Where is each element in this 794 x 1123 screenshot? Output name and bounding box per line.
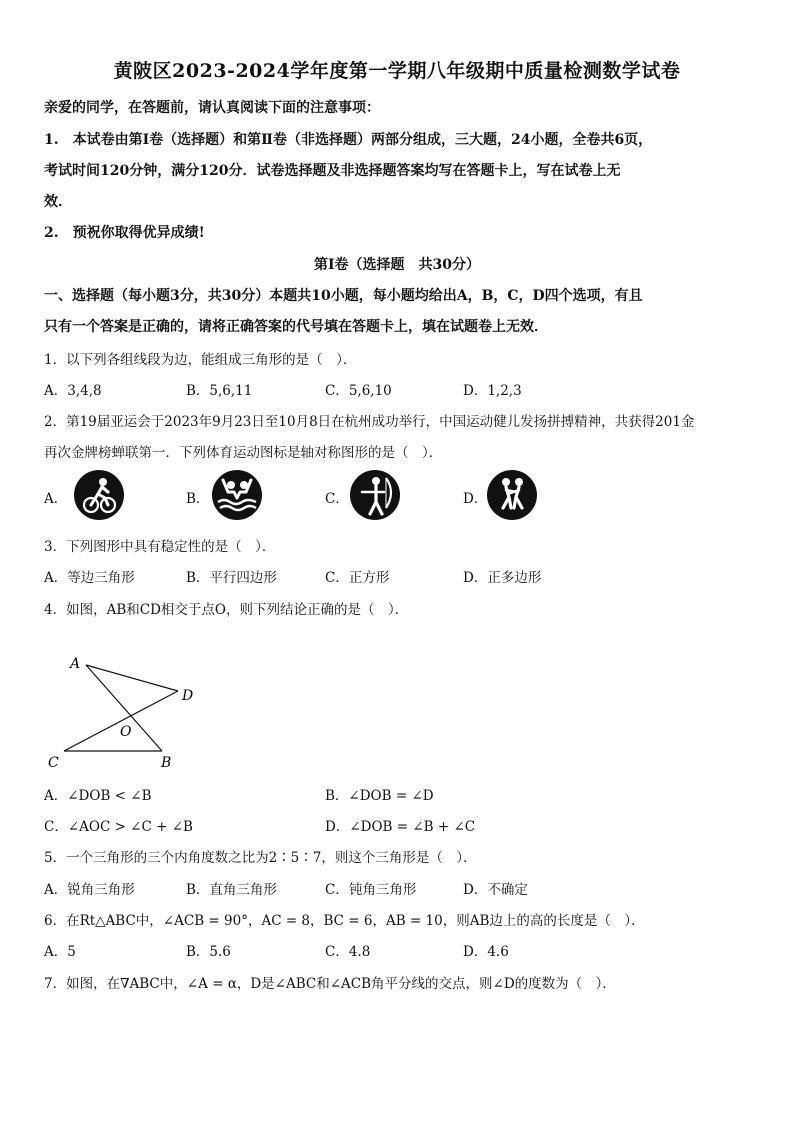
q3-option-d: D．正多边形 [463, 570, 542, 586]
point-label-o: O [120, 724, 132, 740]
point-label-c: C [48, 755, 59, 771]
q7-stem: 7．如图，在∇ABC中，∠A = α，D是∠ABC和∠ACB角平分线的交点，则∠D的度数为（ ）． [44, 976, 616, 992]
q4-stem: 4．如图，AB和CD相交于点O，则下列结论正确的是（ ）． [44, 602, 409, 618]
wrestling-icon [487, 470, 537, 520]
q1-option-a: A．3,4,8 [44, 383, 102, 399]
notice-item-1-line-3: 效． [44, 194, 72, 210]
point-label-a: A [70, 656, 81, 672]
q2-option-c-label: C． [325, 491, 349, 507]
q2-option-d-label: D． [463, 491, 488, 507]
q4-option-b: B．∠DOB = ∠D [325, 788, 434, 804]
q4-option-a: A．∠DOB < ∠B [44, 788, 152, 804]
q3-option-a: A．等边三角形 [44, 570, 135, 586]
q5-option-a: A．锐角三角形 [44, 882, 135, 898]
exam-title: 黄陂区2023-2024学年度第一学期八年级期中质量检测数学试卷 [113, 60, 681, 82]
archery-icon [350, 470, 400, 520]
q2-option-b-label: B． [186, 491, 210, 507]
notice-item-1-line-1: 1. 本试卷由第Ⅰ卷（选择题）和第Ⅱ卷（非选择题）两部分组成，三大题，24小题，全卷共6页， [44, 132, 653, 148]
q3-option-c: C．正方形 [325, 570, 390, 586]
q1-option-d: D．1,2,3 [463, 383, 522, 399]
q1-stem: 1．以下列各组线段为边，能组成三角形的是（ ）． [44, 352, 357, 368]
point-label-d: D [182, 688, 194, 704]
q2-option-a-label: A． [44, 491, 68, 507]
notice-item-2: 2. 预祝你取得优异成绩! [44, 225, 205, 241]
q6-option-a: A．5 [44, 944, 76, 960]
section-intro-line-1: 一、选择题（每小题3分，共30分）本题共10小题，每小题均给出A，B，C，D四个选项，有且 [44, 288, 643, 304]
q6-stem: 6．在Rt△ABC中，∠ACB = 90°，AC = 8，BC = 6，AB = 10，则AB边上的高的长度是（ ）． [44, 913, 645, 929]
point-label-b: B [161, 755, 172, 771]
q4-figure [44, 650, 214, 775]
notice-item-1-line-2: 考试时间120分钟，满分120分．试卷选择题及非选择题答案均写在答题卡上，写在试卷上无 [44, 163, 621, 179]
q5-option-c: C．钝角三角形 [325, 882, 417, 898]
q4-option-d: D．∠DOB = ∠B + ∠C [325, 819, 476, 835]
q1-option-b: B．5,6,11 [186, 383, 253, 399]
q5-option-b: B．直角三角形 [186, 882, 277, 898]
q5-stem: 5．一个三角形的三个内角度数之比为2∶5∶7，则这个三角形是（ ）． [44, 850, 477, 866]
q2-stem-line-2: 再次金牌榜蝉联第一．下列体育运动图标是轴对称图形的是（ ）． [44, 445, 443, 461]
q3-stem: 3．下列图形中具有稳定性的是（ ）． [44, 539, 276, 555]
q3-option-b: B．平行四边形 [186, 570, 277, 586]
q6-option-d: D．4.6 [463, 944, 509, 960]
q5-option-d: D．不确定 [463, 882, 528, 898]
q2-stem-line-1: 2．第19届亚运会于2023年9月23日至10月8日在杭州成功举行，中国运动健儿发扬拼搏精神，共获得201金 [44, 414, 695, 430]
q6-option-c: C．4.8 [325, 944, 371, 960]
notice-heading: 亲爱的同学，在答题前，请认真阅读下面的注意事项： [44, 100, 380, 116]
section-intro-line-2: 只有一个答案是正确的，请将正确答案的代号填在答题卡上，填在试题卷上无效． [44, 319, 548, 335]
q1-option-c: C．5,6,10 [325, 383, 392, 399]
swimming-icon [212, 470, 262, 520]
section-title: 第Ⅰ卷（选择题 共30分） [313, 257, 481, 273]
segment-ad [86, 665, 178, 691]
segment-cd [64, 691, 178, 751]
cycling-icon [74, 470, 124, 520]
q6-option-b: B．5.6 [186, 944, 231, 960]
q4-option-c: C．∠AOC > ∠C + ∠B [44, 819, 193, 835]
